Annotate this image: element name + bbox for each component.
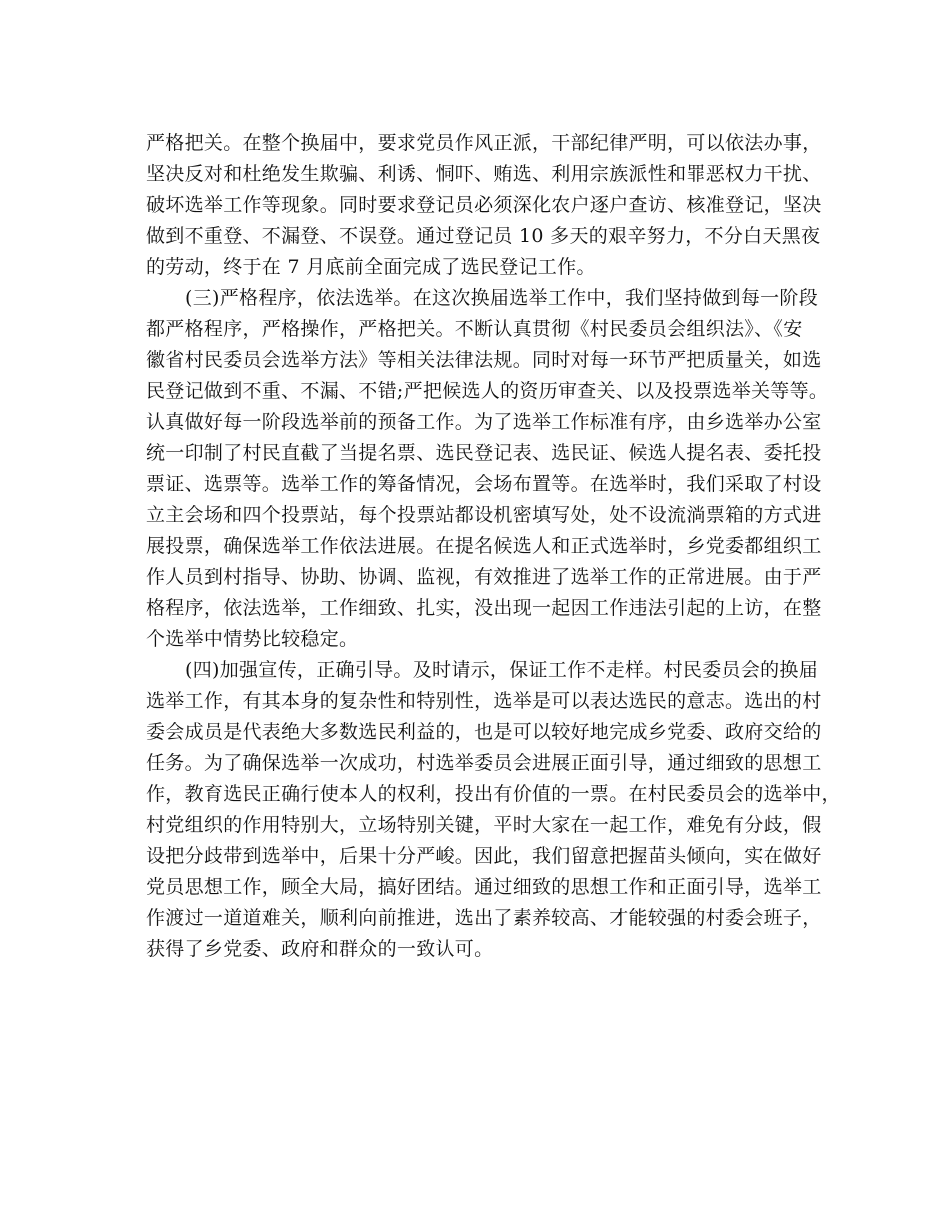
text-line: 选举工作，有其本身的复杂性和特别性，选举是可以表达选民的意志。选出的村 <box>146 690 822 712</box>
text-line: 认真做好每一阶段选举前的预备工作。为了选举工作标准有序，由乡选举办公室 <box>146 411 822 433</box>
text-line: 严格把关。在整个换届中，要求党员作风正派，干部纪律严明，可以依法办事， <box>146 132 822 154</box>
text-line: 坚决反对和杜绝发生欺骗、利诱、恫吓、贿选、利用宗族派性和罪恶权力干扰、 <box>146 163 822 185</box>
text-line: 的劳动，终于在 7 月底前全面完成了选民登记工作。 <box>146 256 596 278</box>
text-line: 票证、选票等。选举工作的筹备情况，会场布置等。在选举时，我们采取了村设 <box>146 473 822 495</box>
document-body <box>146 128 841 965</box>
paragraph-section-3 <box>146 283 829 655</box>
text-line: 破坏选举工作等现象。同时要求登记员必须深化农户逐户查访、核准登记，坚决 <box>146 194 822 216</box>
text-line: 立主会场和四个投票站，每个投票站都设机密填写处，处不设流淌票箱的方式进 <box>146 504 822 526</box>
text-line: 委会成员是代表绝大多数选民利益的，也是可以较好地完成乡党委、政府交给的 <box>146 721 822 743</box>
text-line: 党员思想工作，顾全大局，搞好团结。通过细致的思想工作和正面引导，选举工 <box>146 876 822 898</box>
text-line: 设把分歧带到选举中，后果十分严峻。因此，我们留意把握苗头倾向，实在做好 <box>146 845 822 867</box>
text-line: 作渡过一道道难关，顺利向前推进，选出了素养较高、才能较强的村委会班子， <box>146 907 822 929</box>
text-line: 个选举中情势比较稳定。 <box>146 628 359 650</box>
text-line: 村党组织的作用特别大，立场特别关键，平时大家在一起工作，难免有分歧，假 <box>146 814 822 836</box>
text-line: 任务。为了确保选举一次成功，村选举委员会进展正面引导，通过细致的思想工 <box>146 752 822 774</box>
text-line: 徽省村民委员会选举方法》等相关法律法规。同时对每一环节严把质量关，如选 <box>146 349 822 371</box>
text-line: 格程序，依法选举，工作细致、扎实，没出现一起因工作违法引起的上访，在整 <box>146 597 822 619</box>
text-line: 民登记做到不重、不漏、不错;严把候选人的资历审查关、以及投票选举关等等。 <box>146 380 829 402</box>
section-3-heading-line: (三)严格程序，依法选举。在这次换届选举工作中，我们坚持做到每一阶段 <box>185 287 819 309</box>
section-4-heading-line: (四)加强宣传，正确引导。及时请示，保证工作不走样。村民委员会的换届 <box>185 659 819 681</box>
text-line: 统一印制了村民直截了当提名票、选民登记表、选民证、候选人提名表、委托投 <box>146 442 822 464</box>
paragraph-section-4 <box>146 655 841 965</box>
text-line: 作，教育选民正确行使本人的权利，投出有价值的一票。在村民委员会的选举中， <box>146 783 841 805</box>
text-line: 获得了乡党委、政府和群众的一致认可。 <box>146 938 494 960</box>
text-line: 展投票，确保选举工作依法进展。在提名候选人和正式选举时，乡党委都组织工 <box>146 535 822 557</box>
text-line: 都严格程序，严格操作，严格把关。不断认真贯彻《村民委员会组织法》、《安 <box>146 318 803 340</box>
paragraph-continuation <box>146 128 822 283</box>
text-line: 作人员到村指导、协助、协调、监视，有效推进了选举工作的正常进展。由于严 <box>146 566 822 588</box>
text-line: 做到不重登、不漏登、不误登。通过登记员 10 多天的艰辛努力，不分白天黑夜 <box>146 225 821 247</box>
